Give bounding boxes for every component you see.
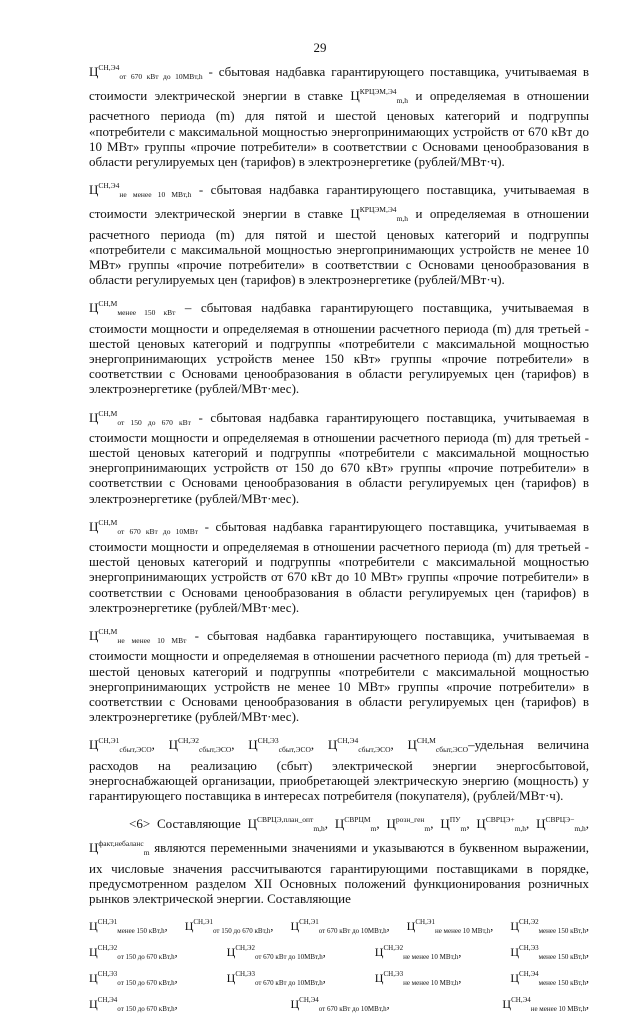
symbol: $Ц^{факт,небаланс}_m$ — [89, 839, 150, 858]
symbol: $Ц^{СН,Э3}_{не менее 10 МВт,h}$, — [374, 970, 462, 988]
symbol: $Ц^{СН,Э3}_{менее 150 кВт,h}$, — [510, 944, 589, 962]
symbol: $Ц^{СН,Э3}_{от 150 до 670 кВт,h}$, — [89, 970, 178, 988]
symbol: $Ц^{СН,Э1}_{от 150 до 670 кВт,h}$, — [184, 918, 274, 936]
symbol-grid — [89, 915, 589, 1017]
symbol: $Ц^{СН,Э4}_{не менее 10 МВт,h}$ — [89, 181, 192, 200]
symbol-row — [89, 915, 589, 939]
symbol: $Ц^{СН,Э4}_{менее 150 кВт,h}$, — [510, 970, 589, 988]
symbol: $Ц^{СН,Э2}_{от 670 кВт до 10МВт,h}$, — [226, 944, 326, 962]
symbol-row — [89, 941, 589, 965]
symbol: $Ц^{СН,М}_{не менее 10 МВт}$ — [89, 627, 187, 646]
symbol: $Ц^{СН,М}_{менее 150 кВт}$ — [89, 299, 176, 318]
definition-paragraph: $Ц^{СН,М}_{от 670 кВт до 10МВт}$ - сбытовая надбавка гарантирующего поставщика, учитываемая в стоимости мощности и определяемая в отношении расчетного периода (m) для третьей - шестой ценовых категорий и подгруппы «потребители с максимальной мощностью энергопринимающих устройств от 670 кВт до 10 МВт» группы «прочие потребители» в соответствии с Основами ценообразования в области регулируемых цен (тарифов) в электроэнергетике (рублей/МВт·мес). — [89, 517, 590, 615]
definition-paragraph: $Ц^{СН,Э4}_{не менее 10 МВт,h}$ - сбытовая надбавка гарантирующего поставщика, учитываемая в стоимости электрической энергии в ставке $Ц^{КРЦЭМ,Э4}_{m,h}$ и определяемая в отношении расчетного периода (m) для пятой и шестой ценовых категорий и подгруппы «потребители с максимальной мощностью энергопринимающих устройств не менее 10 МВт» группы «прочие потребители» в соответствии с Основами ценообразования в области регулируемых цен (тарифов) в электроэнергетике (рублей/МВт·ч). — [89, 181, 590, 288]
symbol: $Ц^{КРЦЭМ,Э4}_{m,h}$ — [350, 205, 409, 224]
page-number: 29 — [313, 40, 327, 55]
symbol-row — [89, 993, 589, 1017]
symbol: $Ц^{СН,Э4}_{от 150 до 670 кВт,h}$, — [89, 996, 178, 1014]
definition-paragraph: $Ц^{СН,Э4}_{от 670 кВт до 10МВт,h}$ - сбытовая надбавка гарантирующего поставщика, учитываемая в стоимости электрической энергии в ставке $Ц^{КРЦЭМ,Э4}_{m,h}$ и определяемая в отношении расчетного периода (m) для пятой и шестой ценовых категорий и подгруппы «потребители с максимальной мощностью энергопринимающих устройств от 670 кВт до 10 МВт» группы «прочие потребители» в соответствии с Основами ценообразования в области регулируемых цен (тарифов) в электроэнергетике (рублей/МВт·ч). — [89, 63, 590, 170]
symbol: $Ц^{СН,Э1}_{менее 150 кВт,h}$, — [89, 918, 168, 936]
symbol-row — [89, 967, 589, 991]
symbol: $Ц^{СН,Э4}_{не менее 10 МВт,h}$, — [502, 996, 589, 1014]
symbol: $Ц^{СН,М}_{сбыт,ЭСО}$ — [407, 736, 469, 755]
symbol: $Ц^{СН,Э4}_{от 670 кВт до 10МВт,h}$, — [290, 996, 390, 1014]
symbol: $Ц^{СН,М}_{от 670 кВт до 10МВт}$ — [89, 517, 199, 536]
symbol: $Ц^{СН,Э4}_{от 670 кВт до 10МВт,h}$ — [89, 63, 203, 81]
symbol: $Ц^{СВРЦЭ,план\_опт}_{m,h}$ — [247, 815, 325, 834]
definition-paragraph: $Ц^{СН,Э1}_{сбыт,ЭСО}$, $Ц^{СН,Э2}_{сбыт,ЭСО}$, $Ц^{СН,Э3}_{сбыт,ЭСО}$, $Ц^{СН,Э4}_{сбыт,ЭСО}$, $Ц^{СН,М}_{сбыт,ЭСО}$–удельная величина расходов на реализацию (сбыт) электрической энергии энергосбытовой, энергоснабжающей организации, приобретающей электрическую энергию (мощность) у гарантирующего поставщика в интересах потребителя (покупателя), (рублей/МВт·ч). — [89, 736, 590, 803]
symbol: $Ц^{СН,Э2}_{сбыт,ЭСО}$ — [168, 736, 232, 755]
definition-paragraph: $Ц^{СН,М}_{от 150 до 670 кВт}$ - сбытовая надбавка гарантирующего поставщика, учитываемая в стоимости мощности и определяемая в отношении расчетного периода (m) для третьей - шестой ценовых категорий и подгруппы «потребители с максимальной мощностью энергопринимающих устройств от 150 до 670 кВт» группы «прочие потребители» в соответствии с Основами ценообразования в области регулируемых цен (тарифов) в электроэнергетике (рублей/МВт·мес). — [89, 408, 590, 506]
symbol: $Ц^{СН,Э3}_{от 670 кВт до 10МВт,h}$, — [226, 970, 326, 988]
symbol: $Ц^{СН,Э2}_{не менее 10 МВт,h}$, — [374, 944, 462, 962]
symbol: $Ц^{розн\_ген}_m$ — [386, 815, 431, 834]
symbol: $Ц^{СВРЦЭ+}_{m,h}$ — [476, 815, 527, 834]
symbol: $Ц^{СВРЦЭ-}_{m,h}$ — [536, 815, 586, 834]
symbol: $Ц^{СН,Э2}_{от 150 до 670 кВт,h}$, — [89, 944, 178, 962]
symbol: $Ц^{СН,Э3}_{сбыт,ЭСО}$ — [248, 736, 311, 755]
document-body — [89, 60, 589, 1019]
symbol: $Ц^{СН,Э1}_{от 670 кВт до 10МВт,h}$, — [290, 918, 390, 936]
symbol: $Ц^{СВРЦМ}_m$ — [334, 815, 377, 834]
definition-paragraph: $Ц^{СН,М}_{менее 150 кВт}$ – сбытовая надбавка гарантирующего поставщика, учитываемая в стоимости мощности и определяемая в отношении расчетного периода (m) для третьей - шестой ценовых категорий и подгруппы «потребители с максимальной мощностью энергопринимающих устройств менее 150 кВт» группы «прочие потребители» в соответствии с Основами ценообразования в области регулируемых цен (тарифов) в электроэнергетике (рублей/МВт·мес). — [89, 299, 589, 397]
symbol: $Ц^{СН,М}_{от 150 до 670 кВт}$ — [89, 408, 191, 427]
definition-paragraph: $Ц^{СН,М}_{не менее 10 МВт}$ - сбытовая надбавка гарантирующего поставщика, учитываемая в стоимости мощности и определяемая в отношении расчетного периода (m) для третьей - шестой ценовых категорий и подгруппы «потребители с максимальной мощностью энергопринимающих устройств не менее 10 МВт» группы «прочие потребители» в соответствии с Основами ценообразования в области регулируемых цен (тарифов) в электроэнергетике (рублей/МВт·мес). — [89, 627, 589, 725]
symbol: $Ц^{ПУ}_m$ — [440, 815, 467, 834]
symbol: $Ц^{СН,Э1}_{не менее 10 МВт,h}$, — [406, 918, 494, 936]
clause-paragraph: <6> Составляющие $Ц^{СВРЦЭ,план\_опт}_{m,h}$, $Ц^{СВРЦМ}_m$, $Ц^{розн\_ген}_m$, $Ц^{ПУ}_m$, $Ц^{СВРЦЭ+}_{m,h}$, $Ц^{СВРЦЭ-}_{m,h}$, $Ц^{факт,небаланс}_m$ являются переменными значениями и указываются в буквенном выражении, их числовые значения рассчитываются гарантирующими поставщиками в порядке, предусмотренном разделом XII Основных положений функционирования розничных рынков электрической энергии. Составляющие — [89, 815, 590, 906]
symbol: $Ц^{СН,Э2}_{менее 150 кВт,h}$, — [510, 918, 589, 936]
symbol: $Ц^{КРЦЭМ,Э4}_{m,h}$ — [350, 87, 409, 106]
symbol: $Ц^{СН,Э1}_{сбыт,ЭСО}$ — [89, 736, 152, 755]
symbol: $Ц^{СН,Э4}_{сбыт,ЭСО}$ — [327, 736, 391, 755]
